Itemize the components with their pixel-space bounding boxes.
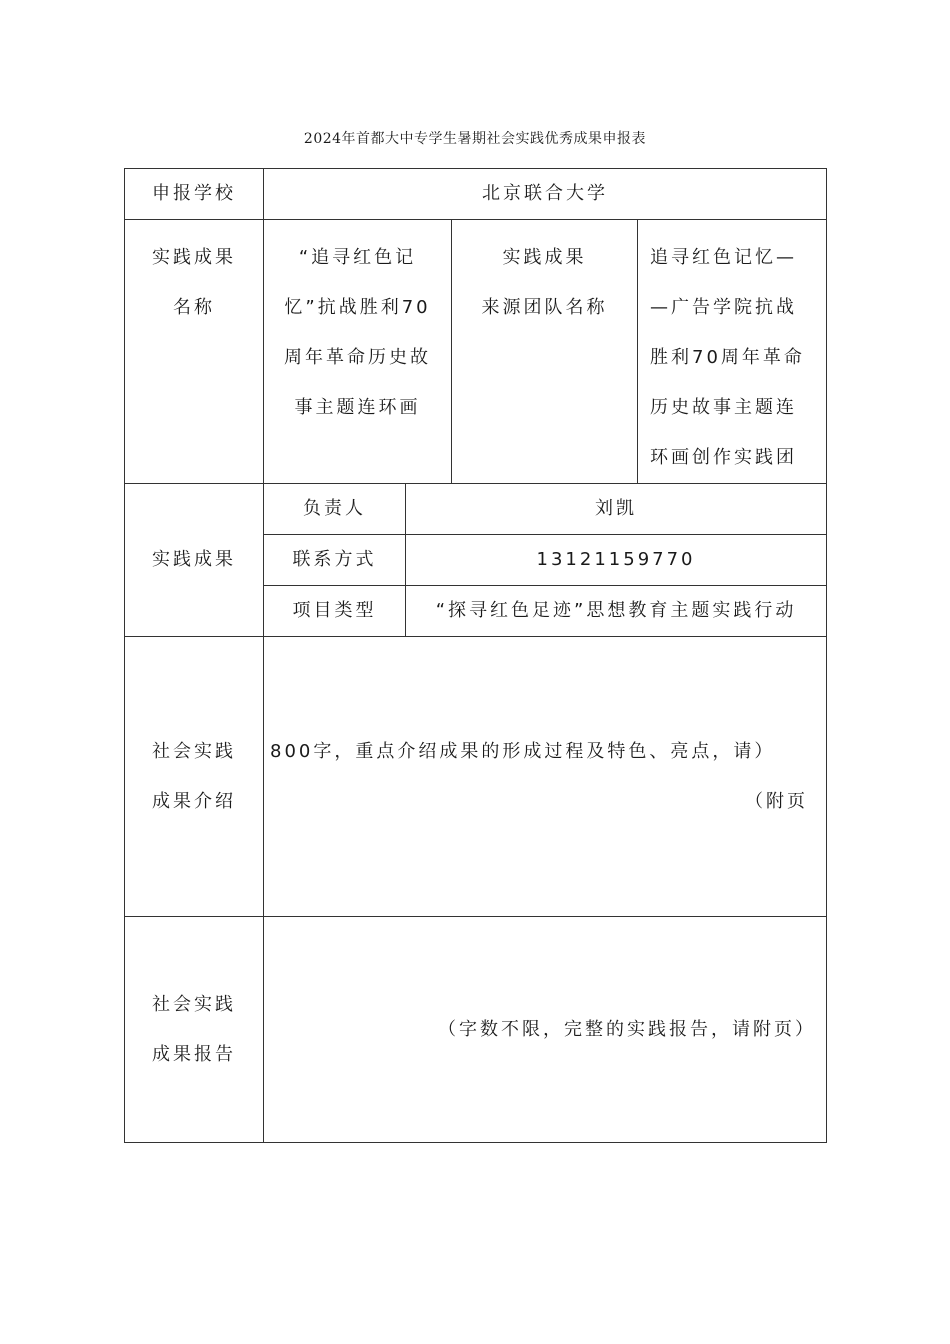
leader-row	[125, 484, 827, 535]
team-name-line: 追寻红色记忆—	[650, 247, 797, 268]
team-name-line: 历史故事主题连	[650, 397, 797, 418]
report-label	[125, 917, 264, 1143]
report-label-line: 社会实践	[152, 993, 236, 1015]
achievement-name-label	[125, 220, 264, 484]
contact-label: 联系方式	[264, 535, 406, 586]
achievement-name-label-line: 名称	[173, 297, 215, 318]
achievement-row	[125, 220, 827, 484]
report-note: （字数不限，完整的实践报告，请附页）	[438, 1018, 817, 1040]
intro-label-line: 成果介绍	[152, 790, 236, 812]
achievement-name-line: 忆”抗战胜利70	[284, 297, 431, 318]
achievement-name-label-line: 实践成果	[152, 247, 236, 268]
contact-value: 13121159770	[406, 535, 827, 586]
achievement-name-value	[264, 220, 452, 484]
team-name-line: —广告学院抗战	[650, 297, 797, 318]
intro-row	[125, 637, 827, 917]
project-type-value: “探寻红色足迹”思想教育主题实践行动	[406, 586, 827, 637]
team-name-label-line: 实践成果	[502, 247, 587, 268]
team-name-label	[452, 220, 638, 484]
achievement-name-line: 事主题连环画	[294, 397, 421, 418]
school-value: 北京联合大学	[264, 169, 827, 220]
intro-label-line: 社会实践	[152, 740, 236, 762]
report-label-line: 成果报告	[152, 1043, 236, 1065]
school-row	[125, 169, 827, 220]
intro-note-line: （附页	[745, 790, 809, 812]
team-name-line: 环画创作实践团	[650, 447, 797, 468]
team-name-label-line: 来源团队名称	[481, 297, 608, 318]
school-label: 申报学校	[125, 169, 264, 220]
leader-value: 刘凯	[406, 484, 827, 535]
report-content[interactable]	[264, 917, 827, 1143]
intro-note-line: 800字，重点介绍成果的形成过程及特色、亮点，请）	[270, 740, 776, 762]
leader-label: 负责人	[264, 484, 406, 535]
page-title: 2024年首都大中专学生暑期社会实践优秀成果申报表	[303, 131, 647, 147]
project-type-label: 项目类型	[264, 586, 406, 637]
intro-label	[125, 637, 264, 917]
application-form-table	[124, 168, 827, 1143]
team-name-line: 胜利70周年革命	[650, 347, 805, 368]
team-name-value	[638, 220, 827, 484]
contact-section-label: 实践成果	[125, 484, 264, 637]
intro-content[interactable]	[264, 637, 827, 917]
report-row	[125, 917, 827, 1143]
achievement-name-line: 周年革命历史故	[284, 347, 431, 368]
achievement-name-line: “追寻红色记	[298, 247, 417, 268]
